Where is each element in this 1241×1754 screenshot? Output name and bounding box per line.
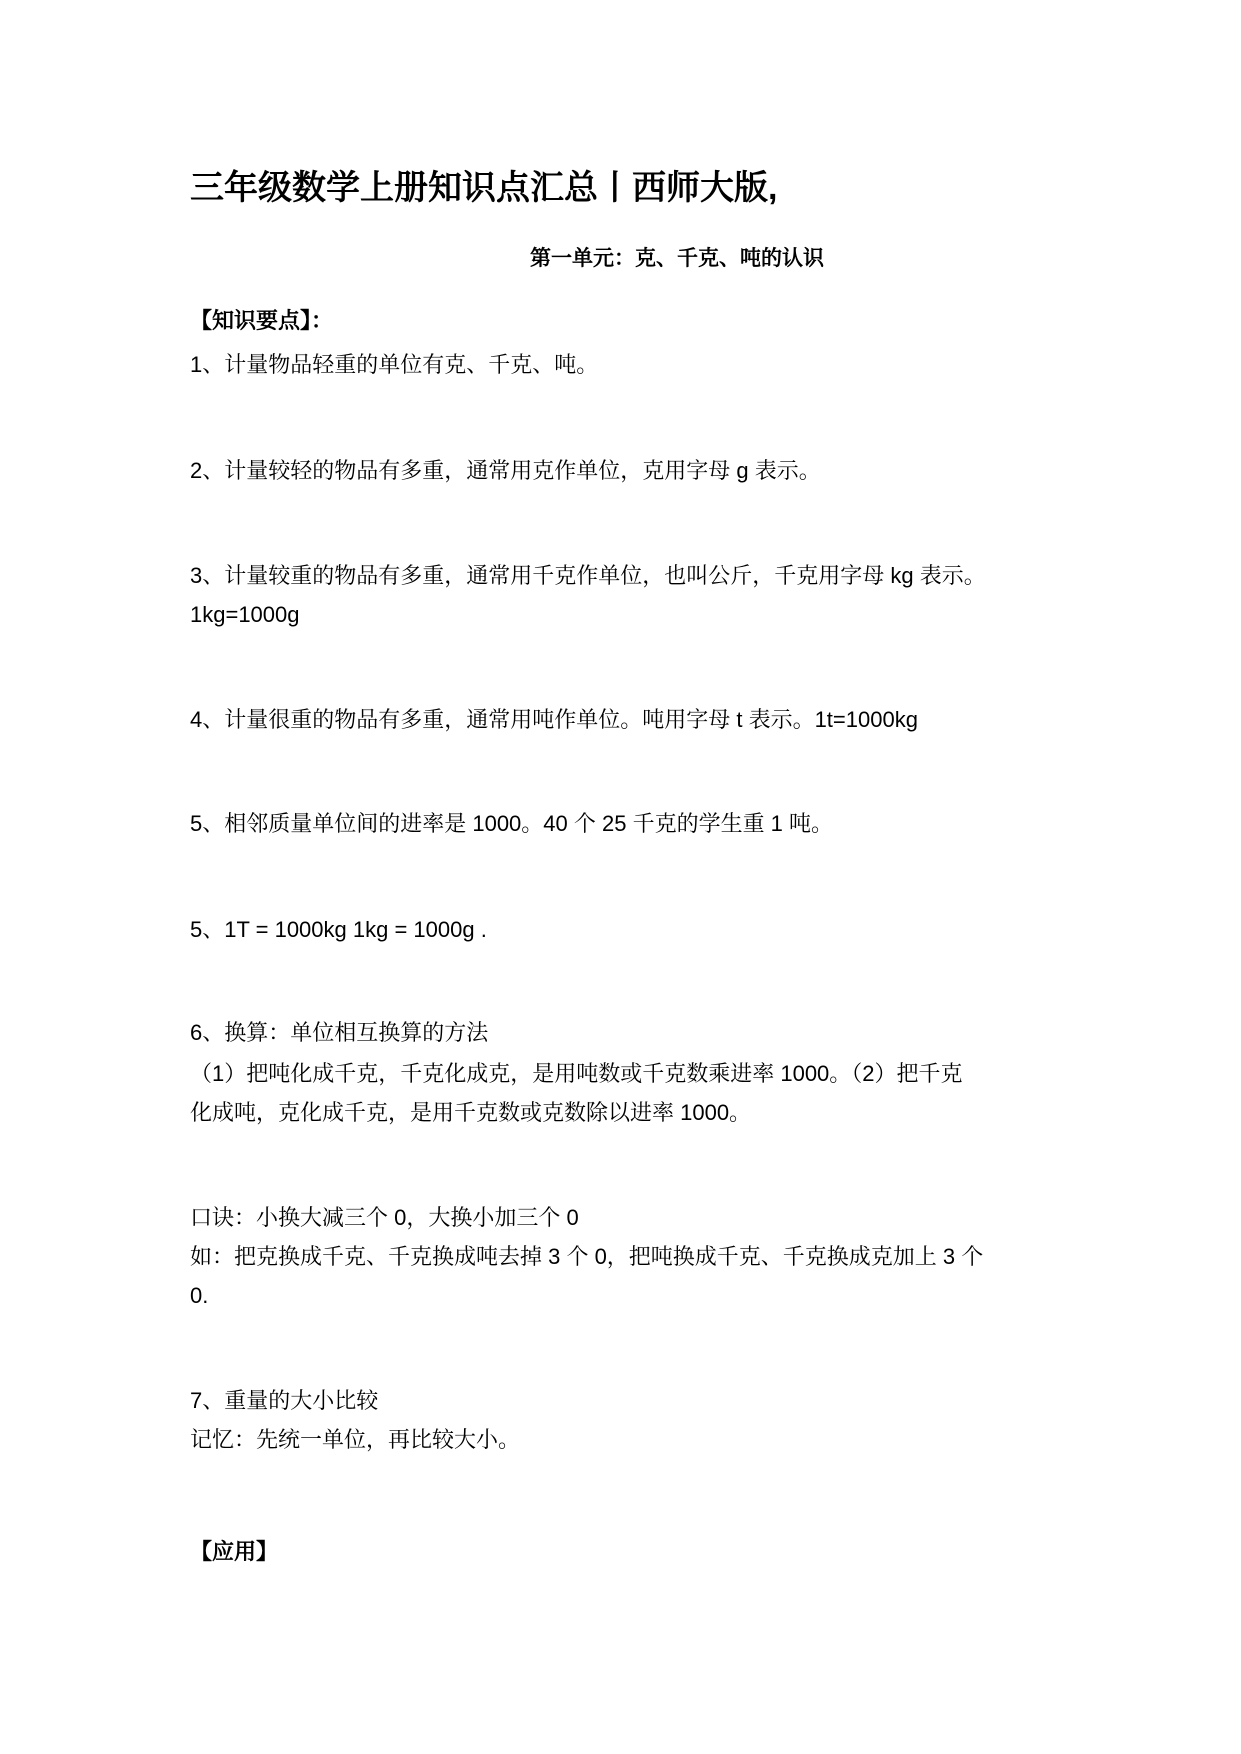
example-line-2: 0. bbox=[190, 1283, 209, 1308]
point-4: 4、计量很重的物品有多重，通常用吨作单位。吨用字母 t 表示。1t=1000kg bbox=[190, 707, 918, 732]
point-5: 5、相邻质量单位间的进率是 1000。40 个 25 千克的学生重 1 吨。 bbox=[190, 811, 834, 836]
point-6-line-1: （1）把吨化成千克，千克化成克，是用吨数或千克数乘进率 1000。（2）把千克 bbox=[190, 1061, 963, 1086]
unit-heading: 第一单元：克、千克、吨的认识 bbox=[530, 247, 824, 270]
point-5b: 5、1T = 1000kg 1kg = 1000g . bbox=[190, 917, 487, 942]
point-7-memory: 记忆：先统一单位，再比较大小。 bbox=[190, 1427, 521, 1452]
point-1: 1、计量物品轻重的单位有克、千克、吨。 bbox=[190, 352, 599, 377]
section-knowledge-points: 【知识要点】： bbox=[190, 308, 334, 333]
point-6: 6、换算：单位相互换算的方法 bbox=[190, 1020, 489, 1045]
point-2: 2、计量较轻的物品有多重，通常用克作单位，克用字母 g 表示。 bbox=[190, 458, 821, 483]
section-application: 【应用】 bbox=[190, 1539, 279, 1564]
document-title: 三年级数学上册知识点汇总丨西师大版, bbox=[190, 169, 778, 207]
point-3-formula: 1kg=1000g bbox=[190, 602, 300, 627]
point-6-line-2: 化成吨，克化成千克，是用千克数或克数除以进率 1000。 bbox=[190, 1100, 752, 1125]
point-3: 3、计量较重的物品有多重，通常用千克作单位，也叫公斤，千克用字母 kg 表示。 bbox=[190, 563, 986, 588]
point-7: 7、重量的大小比较 bbox=[190, 1388, 379, 1413]
mnemonic: 口诀：小换大减三个 0，大换小加三个 0 bbox=[190, 1205, 579, 1230]
example-line-1: 如：把克换成千克、千克换成吨去掉 3 个 0，把吨换成千克、千克换成克加上 3 个 bbox=[190, 1244, 984, 1269]
